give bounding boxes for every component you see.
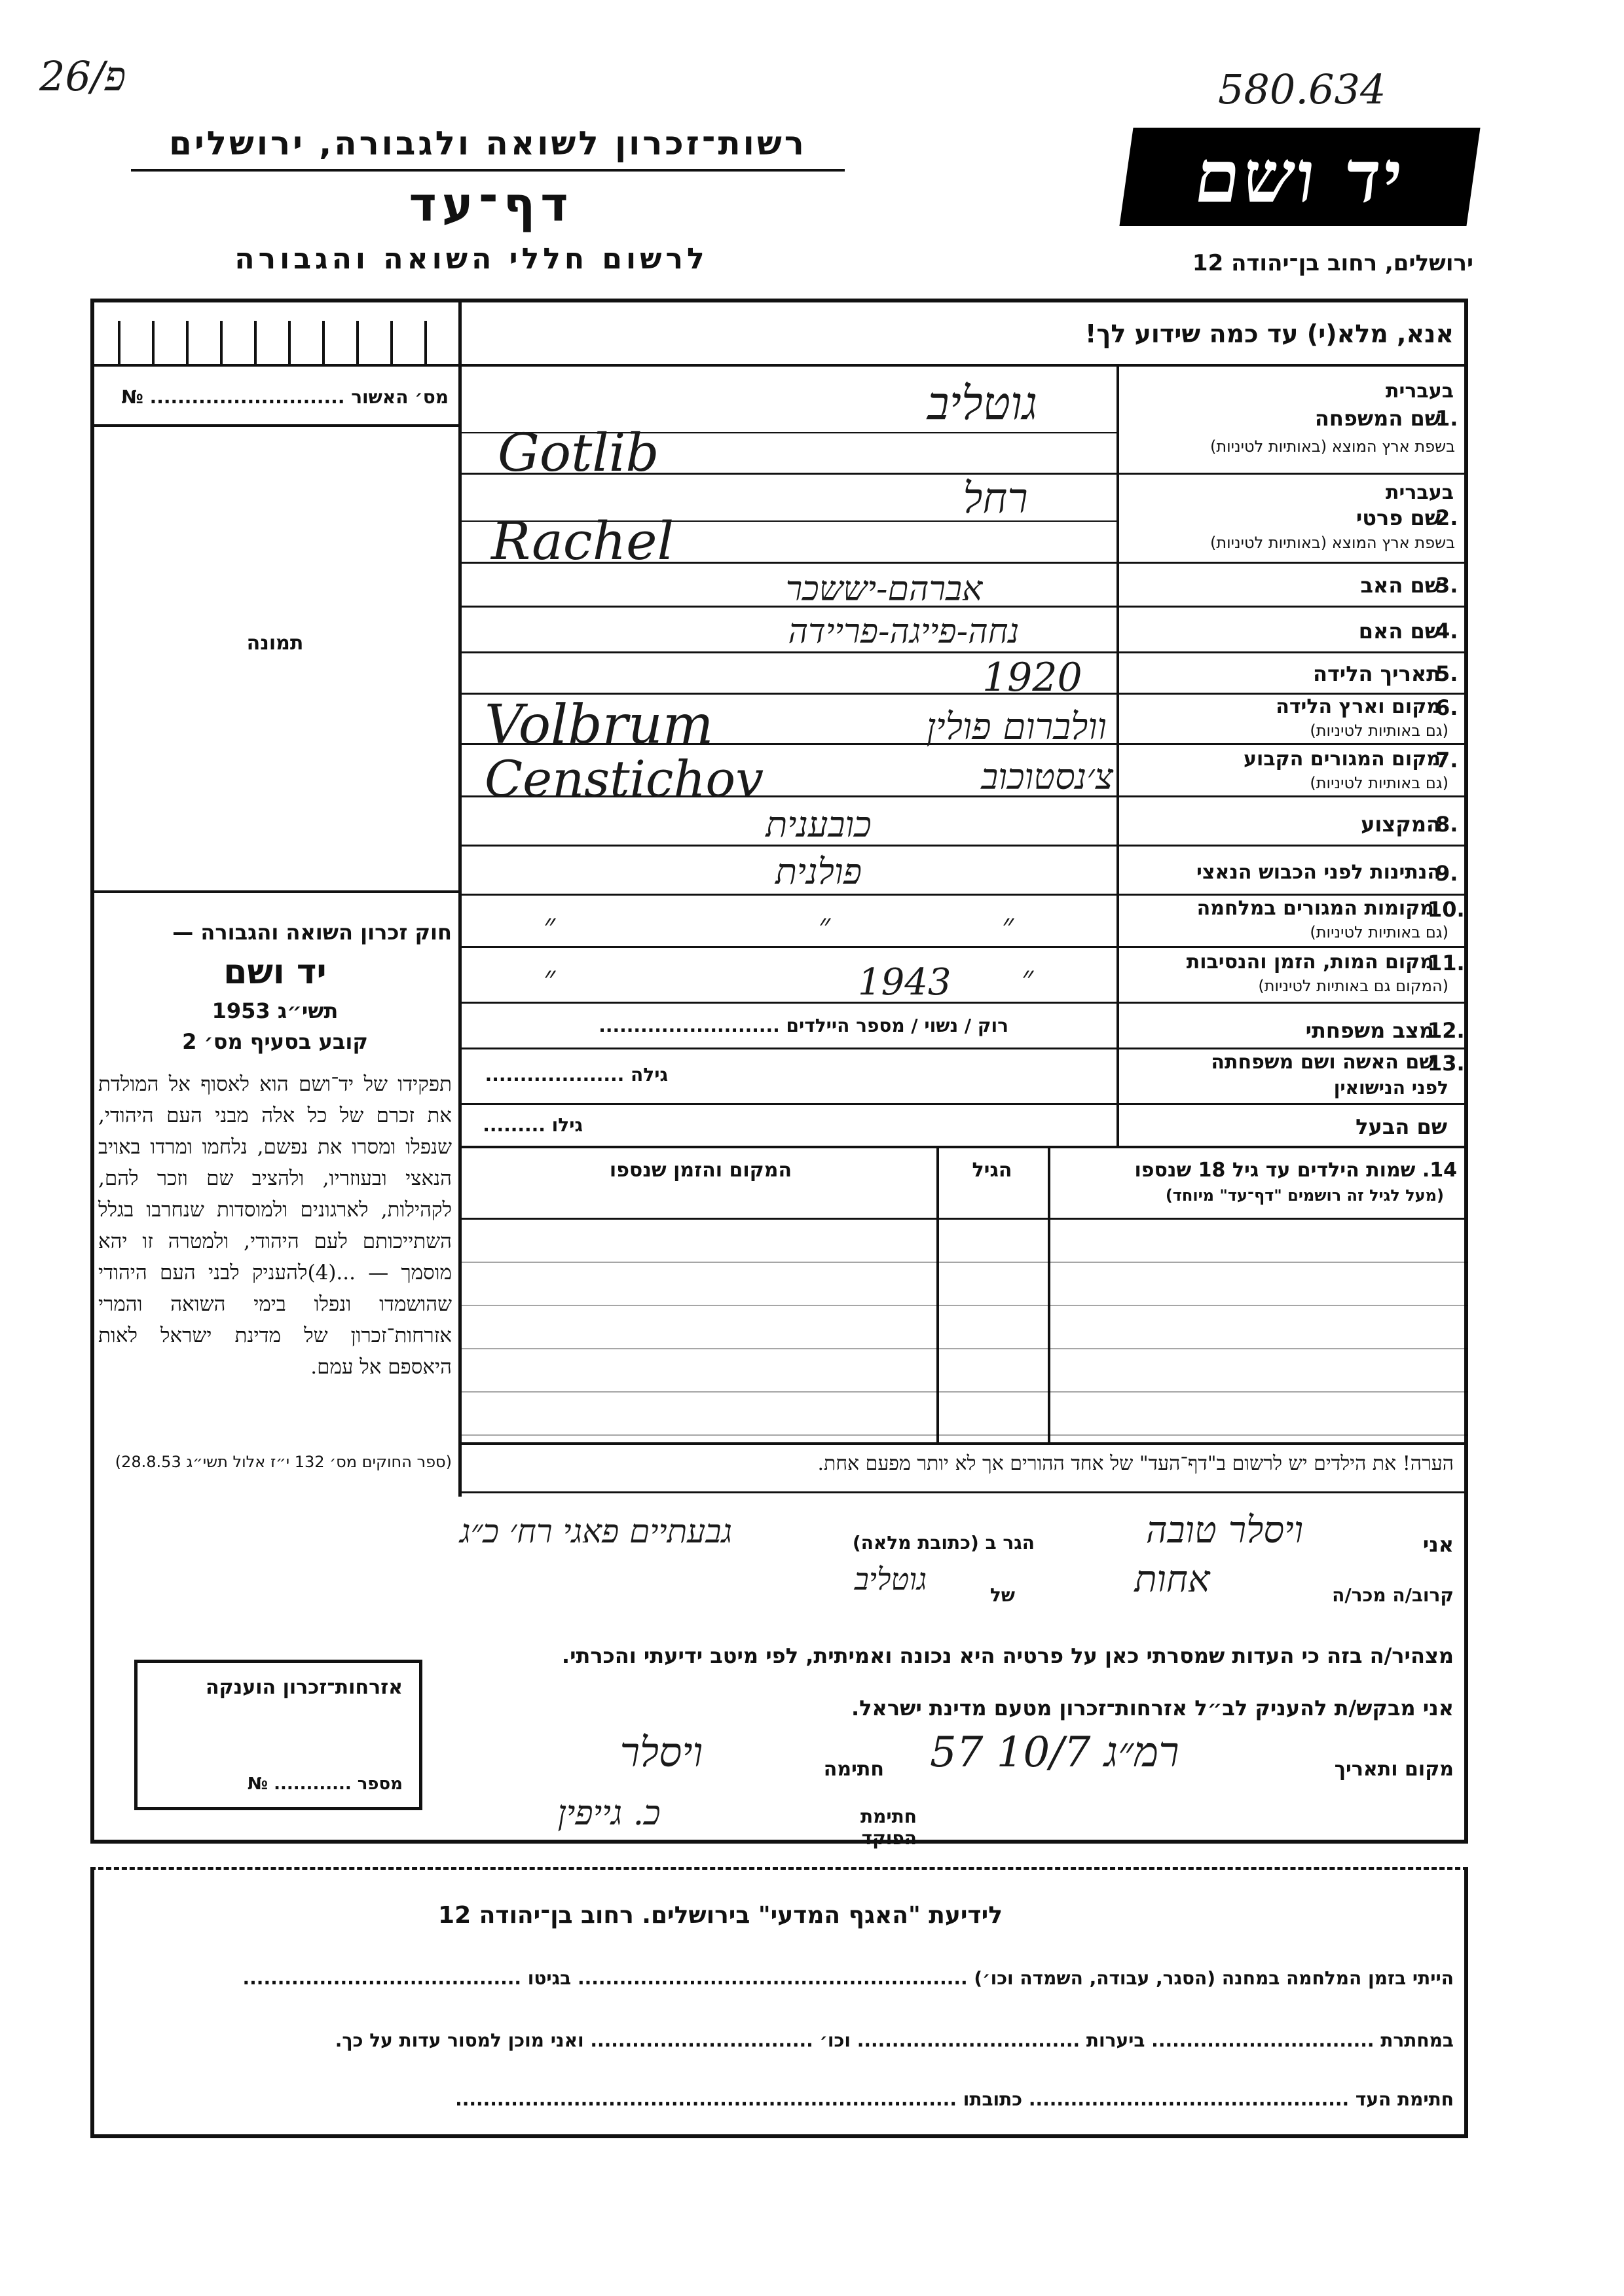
submitter-address-value: גבעתיים פאגי רח׳ כ״ג xyxy=(460,1512,732,1550)
row-line xyxy=(462,1002,1468,1004)
mother-value: נחה-פייגה-פריידה xyxy=(788,612,1020,651)
form-title: דף־עד xyxy=(409,177,574,232)
row-12-num: 12. xyxy=(1428,1018,1465,1043)
citizenship-number-label: מספר ............ № xyxy=(247,1774,403,1794)
row-6-sub: (גם באותיות לטיניות) xyxy=(1310,721,1449,740)
place-date-value: רמ״ג 10/7 57 xyxy=(930,1728,1179,1777)
row-10-num: 10. xyxy=(1428,897,1465,922)
residence-latin-value: Censtichov xyxy=(485,750,764,808)
given-hebrew-value: רחל xyxy=(963,475,1028,523)
row-11-num: 11. xyxy=(1428,951,1465,975)
photo-label: תמונה xyxy=(246,632,304,655)
relative-of-value: גוטליב xyxy=(854,1561,927,1597)
death-year-value: 1943 xyxy=(858,961,951,1004)
law-year: תשי״ג 1953 xyxy=(212,998,339,1023)
row-13-sub: לפני הנישואין xyxy=(1333,1077,1449,1099)
residence-hebrew-value: צ׳נסטוכוב xyxy=(981,756,1113,797)
official-signature-value: כ. גייפין xyxy=(557,1794,661,1833)
row-10-label: מקומות המגורים במלחמה xyxy=(1196,897,1434,920)
official-signature-label: חתימת הפוקד xyxy=(860,1806,917,1849)
signature-value: ויסלר xyxy=(619,1728,703,1776)
authority-underline xyxy=(131,169,845,172)
war-places-value-b: ״ xyxy=(819,907,831,943)
row-1-num: 1. xyxy=(1435,406,1458,431)
nationality-value: פולנית xyxy=(775,851,862,892)
war-places-value-a: ״ xyxy=(1002,907,1014,943)
footer-line-2: במחתרת ................................ ביערות ................................ וכו׳ ................................ ואני מוכן למסור עדות על כך. xyxy=(335,2030,1454,2051)
logo-address: ירושלים, רחוב בן־יהודה 12 xyxy=(1192,250,1473,276)
wife-age-label: גילה .................... xyxy=(485,1064,668,1085)
row-5-label: תאריך הלידה xyxy=(1312,661,1441,686)
row-5-num: 5. xyxy=(1435,661,1458,686)
given-latin-value: Rachel xyxy=(491,511,674,572)
submitter-name-value: ויסלר טובה xyxy=(1145,1509,1304,1552)
row-line xyxy=(462,1048,1468,1049)
row-6-label: מקום וארץ הלידה xyxy=(1276,695,1441,718)
row-line xyxy=(462,1146,1468,1148)
row-4-num: 4. xyxy=(1435,619,1458,644)
row-11-label: מקום המות, הזמן והנסיבות xyxy=(1186,951,1434,974)
row-1-sub: בשפת ארץ המוצא (באותיות לטיניות) xyxy=(1210,437,1455,456)
of-label: של xyxy=(989,1584,1015,1606)
row-2-sub: בשפת ארץ המוצא (באותיות לטיניות) xyxy=(1210,534,1455,552)
fill-instruction: אנא, מלא(י) עד כמה שידוע לך! xyxy=(1085,319,1454,348)
footer-line-3: חתימת העד .............................................. כתובתו ........................................................................ xyxy=(455,2088,1454,2110)
law-logo: יד ושם xyxy=(223,953,327,992)
row-6-num: 6. xyxy=(1435,695,1458,720)
children-subtitle: (מעל לגיל זה רושמים "דף־עד" מיוחד) xyxy=(1165,1186,1444,1205)
top-strip-bottom xyxy=(90,364,1468,367)
row-line xyxy=(462,845,1468,847)
approval-number: מס׳ האשור ............................ № xyxy=(121,386,449,408)
row-13-num: 13. xyxy=(1428,1051,1465,1076)
surname-latin-value: Gotlib xyxy=(498,422,659,483)
row-8-num: 8. xyxy=(1435,812,1458,837)
children-age-header: הגיל xyxy=(972,1159,1012,1182)
declaration-text: מצהיר/ה בזה כי העדות שמסרתי כאן על פרטיה היא נכונה ואמיתית, לפי מיטב ידיעתי והכרתי. xyxy=(561,1643,1454,1668)
row-7-num: 7. xyxy=(1435,748,1458,773)
approval-underline xyxy=(90,424,460,427)
birth-place-hebrew-value: וולברום פולין xyxy=(926,706,1107,748)
row-4-label: שם האם xyxy=(1358,619,1441,644)
relative-label: קרוב/ה מכר/ה xyxy=(1332,1584,1454,1606)
row-line xyxy=(462,946,1468,948)
children-title: 14. שמות הילדים עד גיל 18 שנספו xyxy=(1134,1159,1457,1182)
war-places-value-c: ״ xyxy=(544,907,556,943)
row-7-label: מקום המגורים הקבוע xyxy=(1244,748,1441,771)
surname-hebrew-value: גוטליב xyxy=(927,376,1038,430)
row-9-label: הנתינות לפני הכבוש הנאצי xyxy=(1196,861,1441,884)
row-10-sub: (גם באותיות לטיניות) xyxy=(1310,923,1449,941)
husband-label: שם הבעל xyxy=(1356,1114,1447,1139)
father-value: אברהם-יששכר xyxy=(785,570,983,609)
row-9-num: 9. xyxy=(1435,861,1458,886)
row-line xyxy=(462,651,1468,653)
footer-title: לידיעת "האגף המדעי" בירושלים. רחוב בן־יהודה 12 xyxy=(438,1902,1003,1929)
photo-box-bottom xyxy=(90,890,460,893)
birth-place-latin-value: Volbrum xyxy=(485,694,714,756)
law-section: קובע בסעיף מס׳ 2 xyxy=(182,1029,368,1054)
row-line xyxy=(462,894,1468,896)
row-3-label: שם האב xyxy=(1360,573,1441,598)
children-place-header: המקום והזמן שנספו xyxy=(609,1159,792,1182)
note-line xyxy=(462,1491,1468,1493)
label-column-divider xyxy=(1116,367,1119,1146)
top-left-ticks xyxy=(118,321,458,364)
row-7-sub: (גם באותיות לטיניות) xyxy=(1310,774,1449,792)
place-date-label: מקום ותאריך xyxy=(1334,1758,1454,1781)
row-line xyxy=(462,1103,1468,1105)
row-2-label: שם פרטי xyxy=(1356,505,1441,530)
law-reference: (ספר החוקים מס׳ 132 י״ז אלול תשי״ג 28.8.53) xyxy=(115,1453,452,1471)
row-13-label: שם האשה ושם משפחתה xyxy=(1211,1051,1434,1074)
marital-options: רוק / נשוי / מספר היילדים .......................... xyxy=(599,1015,1008,1036)
row-11-sub: (המקום גם באותיות לטיניות) xyxy=(1258,977,1449,995)
row-12-label: מצב משפחתי xyxy=(1305,1018,1434,1043)
i-label: אני xyxy=(1422,1532,1454,1557)
relation-value: אחות xyxy=(1134,1558,1210,1601)
death-value-c: ״ xyxy=(544,959,556,996)
row-line xyxy=(462,1442,1468,1445)
law-text: תפקידו של יד־ושם הוא לאסוף אל המולדת את זכרם של כל אלה מבני העם היהודי, שנפלו ומסרו את נפשם, נלחמו ומרדו באויב הנאצי ובעוזריו, ולהציב שם וזכר להם, לקהילות, לארגונים ולמוסדות שנחרבו בגלל השתייכותם לעם היהודי, ולמטרה זו יהא מוסמך — ...(4)להעניק לבני העם היהודי שהושמדו ונפלו בימי השואה והמרי אזרחות־זכרון של מדינת ישראל לאות היאספם אל עמם. xyxy=(98,1072,452,1379)
law-title: חוק זכרון השואה והגבורה — xyxy=(172,920,452,945)
signature-label: חתימה xyxy=(823,1758,884,1781)
authority-title: רשות־זכרון לשואה ולגבורה, ירושלים xyxy=(169,124,807,162)
children-row-lines xyxy=(462,1220,1468,1442)
citizenship-box-title: אזרחות־זכרון הוענקה xyxy=(205,1676,403,1699)
handwritten-reference-right: 580.634 xyxy=(1218,65,1386,113)
birth-date-value: 1920 xyxy=(982,655,1082,701)
husband-age-label: גילו ......... xyxy=(483,1114,583,1136)
row-1-label: שם המשפחה xyxy=(1314,406,1441,431)
row-8-label: המקצוע xyxy=(1361,812,1441,837)
footer-line-1: הייתי בזמן המלחמה במחנה (הסגר, עבודה, השמדה וכו׳) ........................................................ בגיטו ........................................ xyxy=(242,1967,1454,1989)
in-hebrew-label-1: בעברית xyxy=(1386,380,1454,403)
note-text: הערה! את הילדים יש לרשום ב"דף־העד" של אחד ההורים אך לא יותר מפעם אחת. xyxy=(817,1452,1454,1475)
profession-value: כובענית xyxy=(766,804,872,845)
yad-vashem-logo: יד ושם xyxy=(1119,128,1480,226)
row-3-num: 3. xyxy=(1435,573,1458,598)
request-text: אני מבקש/ת להעניק לב״ל אזרחות־זכרון מטעם מדינת ישראל. xyxy=(851,1696,1454,1721)
death-value-a: ״ xyxy=(1022,959,1034,996)
in-hebrew-label-2: בעברית xyxy=(1386,481,1454,504)
row-2-num: 2. xyxy=(1435,505,1458,530)
handwritten-reference-left: 26/פ xyxy=(39,52,126,100)
form-subtitle: לרשום חללי השואה והגבורה xyxy=(234,242,709,276)
resident-label: הגר ב (כתובת מלאה) xyxy=(852,1532,1035,1554)
